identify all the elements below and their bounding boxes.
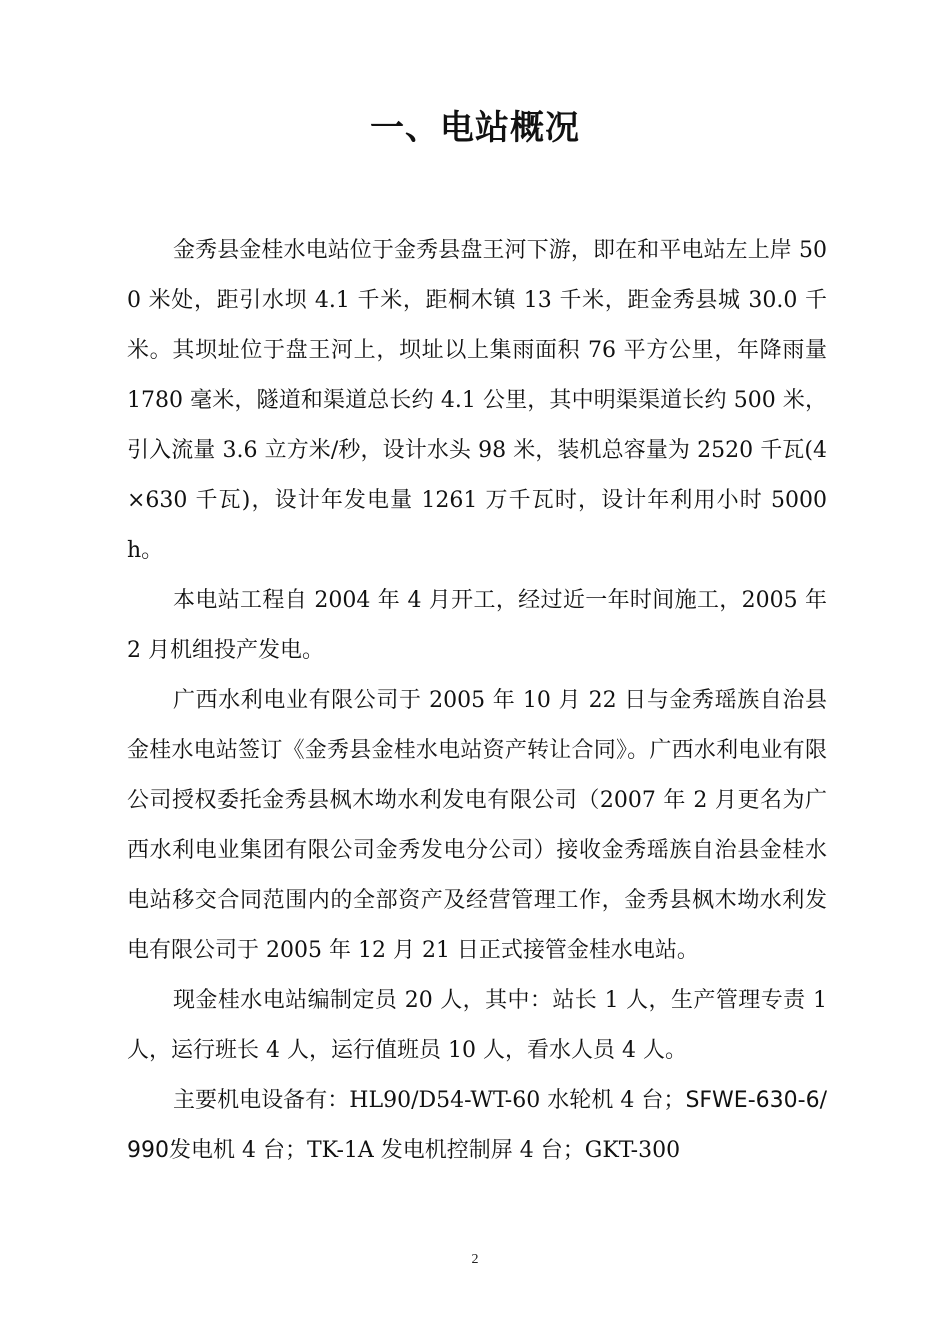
document-body [127, 226, 827, 1176]
generator-model-text: SFWE-630-6/990 [127, 1088, 827, 1163]
paragraph-overview: 金秀县金桂水电站位于金秀县盘王河下游，即在和平电站左上岸 500 米处，距引水坝 4.1 千米，距桐木镇 13 千米，距金秀县城 30.0 千米。其坝址位于盘王河上，坝址以上集雨面积 76 平方公里，年降雨量 1780 毫米，隧道和渠道总长约 4.1 公里，其中明渠渠道长约 500 米，引入流量 3.6 立方米/秒，设计水头 98 米，装机总容量为 2520 千瓦(4×630 千瓦)，设计年发电量 1261 万千瓦时，设计年利用小时 5000h。 [127, 238, 827, 563]
page-number: 2 [471, 1252, 479, 1267]
paragraph-equipment [127, 1076, 827, 1176]
page-title: 一、电站概况 [370, 108, 580, 148]
paragraph-staffing: 现金桂水电站编制定员 20 人，其中：站长 1 人，生产管理专责 1 人，运行班长 4 人，运行值班员 10 人，看水人员 4 人。 [127, 988, 827, 1063]
equipment-rest-text: 发电机 4 台；TK-1A 发电机控制屏 4 台；GKT-300 [169, 1138, 681, 1163]
paragraph-transfer: 广西水利电业有限公司于 2005 年 10 月 22 日与金秀瑶族自治县金桂水电站签订《金秀县金桂水电站资产转让合同》。广西水利电业有限公司授权委托金秀县枫木坳水利发电有限公司（2007 年 2 月更名为广西水利电业集团有限公司金秀发电分公司）接收金秀瑶族自治县金桂水电站移交合同范围内的全部资产及经营管理工作，金秀县枫木坳水利发电有限公司于 2005 年 12 月 21 日正式接管金桂水电站。 [127, 688, 827, 963]
equipment-lead-text: 主要机电设备有：HL90/D54-WT-60 水轮机 4 台； [173, 1088, 686, 1113]
paragraph-construction: 本电站工程自 2004 年 4 月开工，经过近一年时间施工，2005 年 2 月机组投产发电。 [127, 588, 827, 663]
